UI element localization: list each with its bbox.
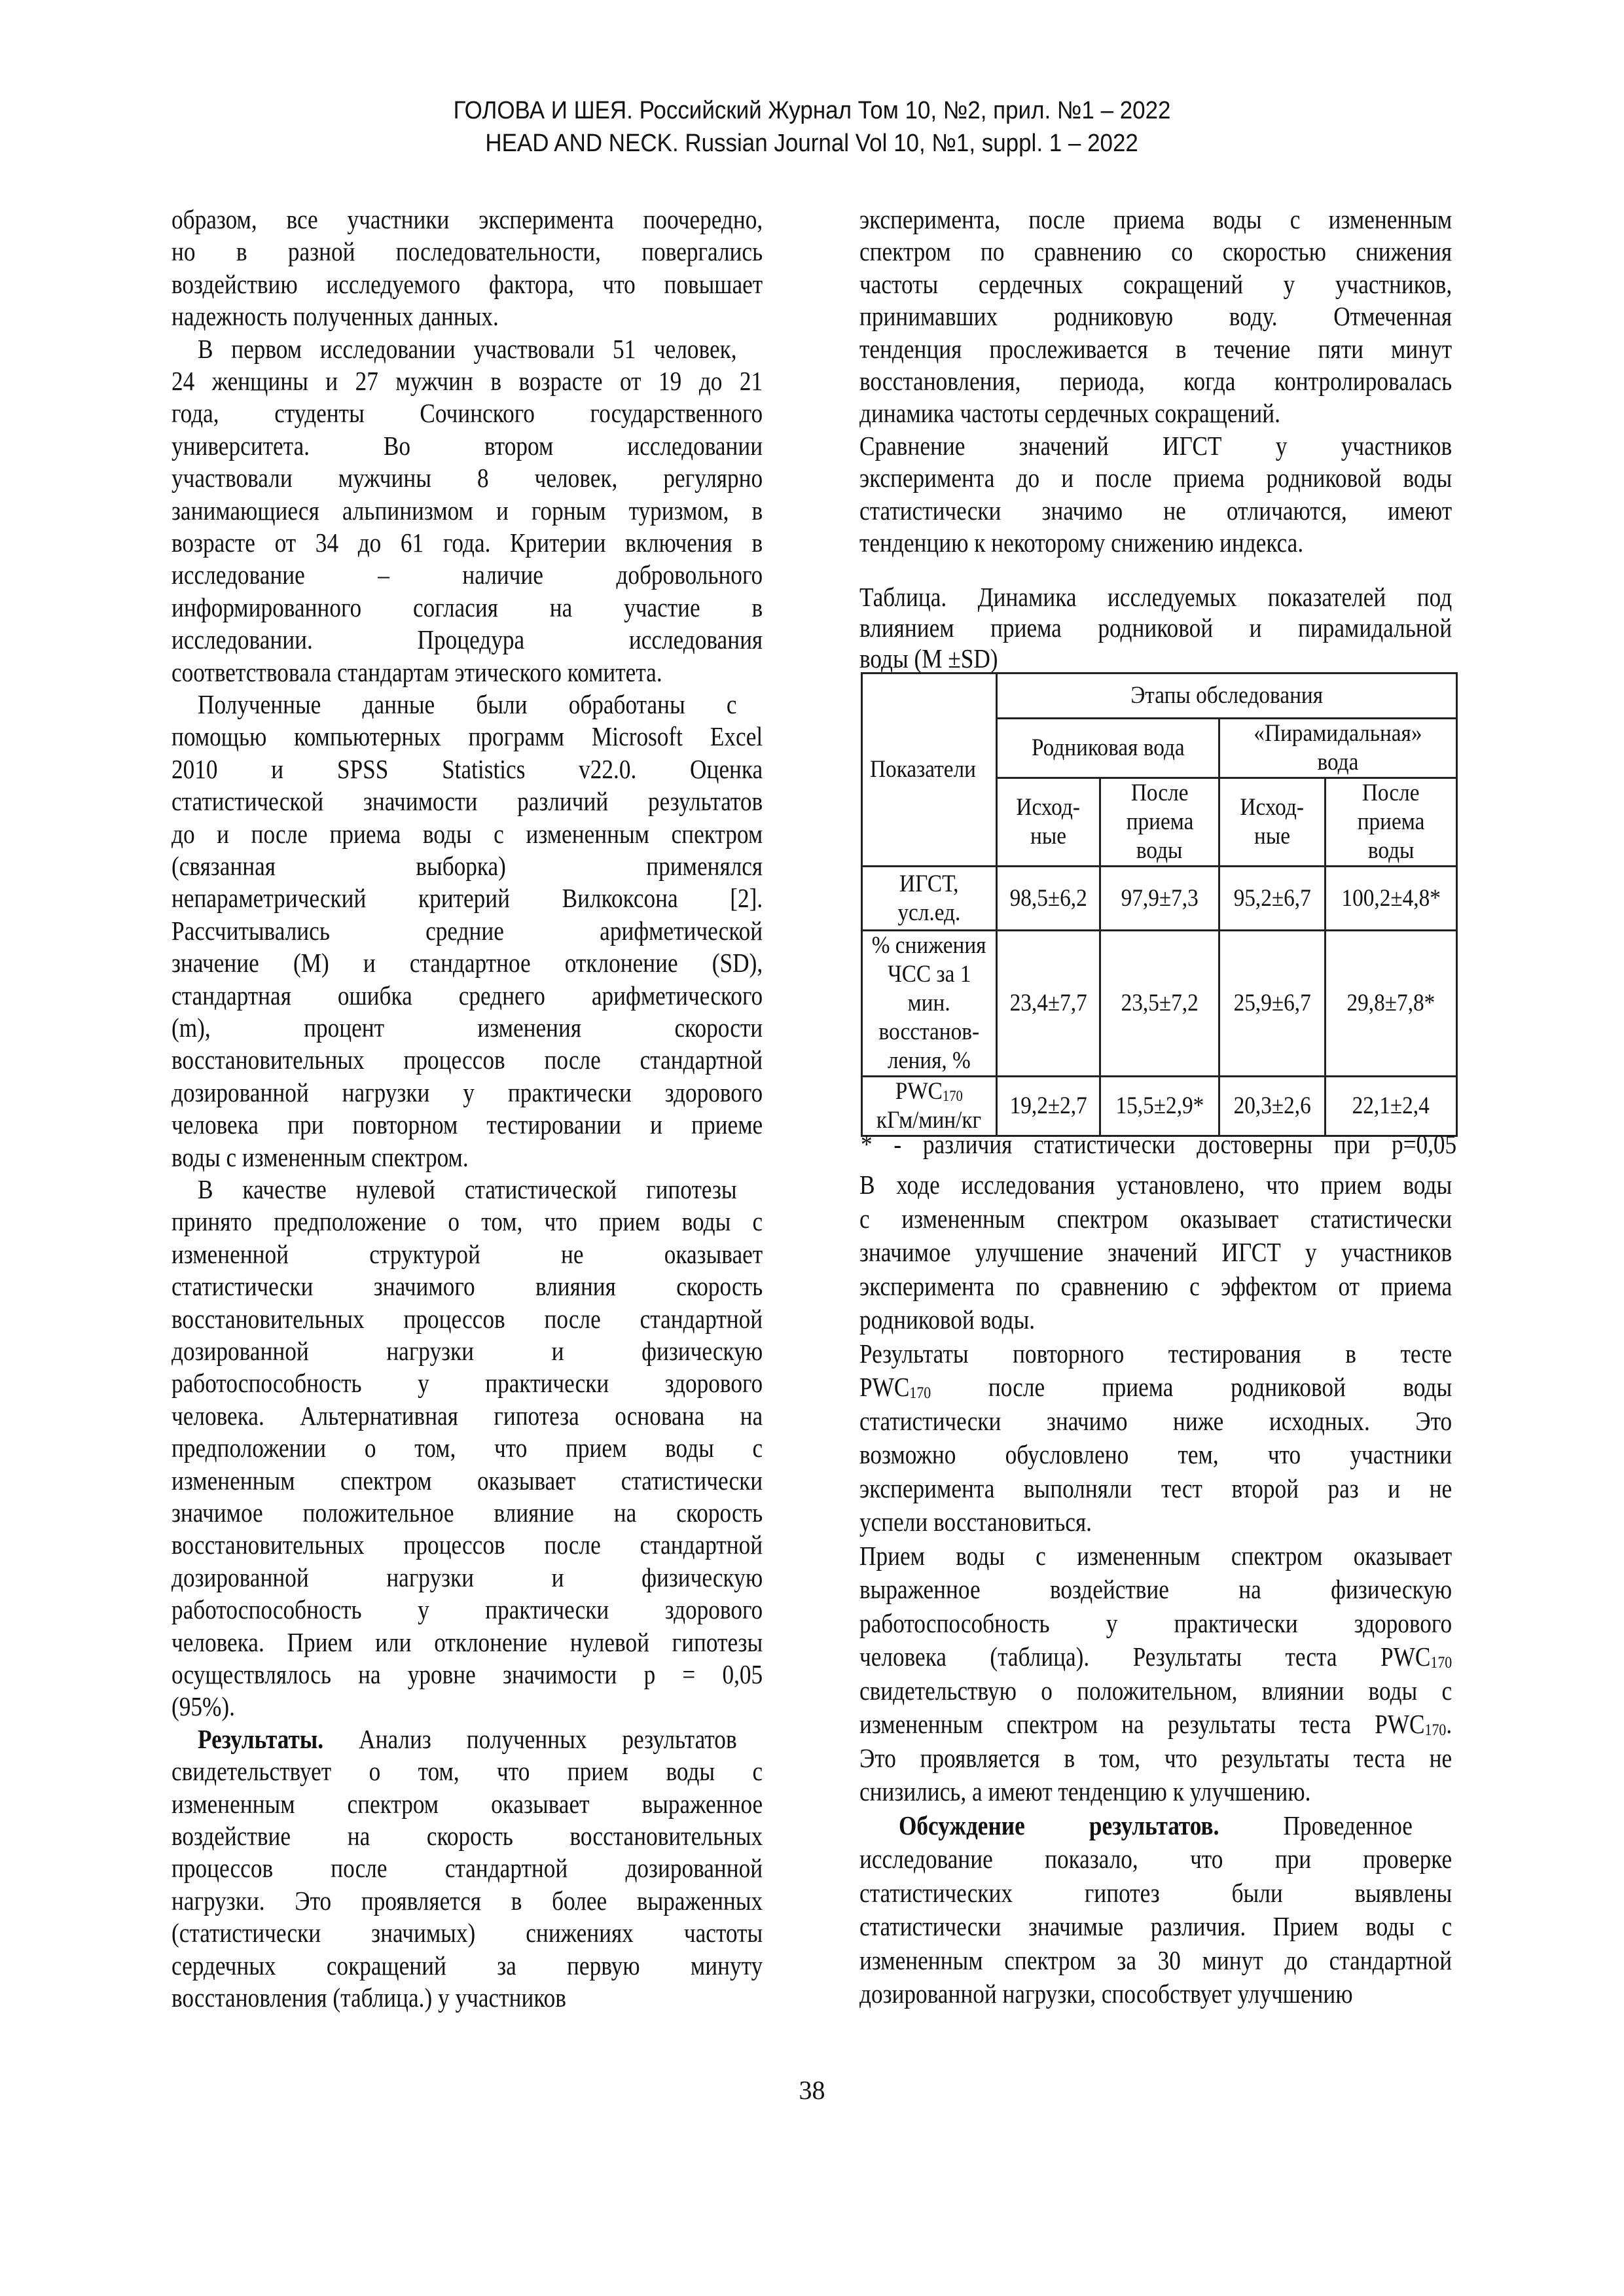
text-line: до и после приема воды с измененным спектром [171, 818, 763, 849]
text-line: исследование показало, что при проверке [859, 1844, 1453, 1874]
table-cell: 97,9±7,3 [1100, 867, 1219, 931]
text-line: $PWC_{170}$ после приема родниковой воды [859, 1372, 1453, 1403]
text-line: дозированной нагрузки, способствует улучшению [859, 1979, 1353, 2009]
text-line: динамика частоты сердечных сокращений. [859, 398, 1280, 429]
text-line: стандартная ошибка среднего арифметического [171, 980, 763, 1011]
text-line: Таблица. Динамика исследуемых показателей под [859, 582, 1453, 612]
text-line: тенденция прослеживается в течение пяти минут [859, 333, 1453, 364]
header-line-ru: ГОЛОВА И ШЕЯ. Российский Журнал Том 10, №2, прил. №1 – 2022 [453, 97, 1171, 124]
text-line: влиянием приема родниковой и пирамидальной [859, 613, 1453, 643]
text-line: 2010 и SPSS Statistics v22.0. Оценка [171, 753, 763, 784]
table-cell: 22,1±2,4 [1325, 1077, 1456, 1136]
discussion-heading: Обсуждение [899, 1810, 1025, 1840]
text-line: статистически значимые различия. Прием воды с [859, 1911, 1453, 1941]
header-indicators: Показатели [862, 673, 997, 867]
table-cell: 29,8±7,8* [1325, 931, 1456, 1077]
right-column-bottom [859, 1168, 1452, 2019]
text-line: тенденцию к некоторому снижению индекса. [859, 528, 1304, 558]
text-line: воздействие на скорость восстановительных [171, 1821, 763, 1851]
table-cell: 20,3±2,6 [1219, 1077, 1325, 1136]
text-line: образом, все участники эксперимента поочередно, [171, 204, 763, 234]
text-line: успели восстановиться. [859, 1507, 1092, 1537]
text-line: свидетельствует о том, что прием воды с [171, 1756, 763, 1787]
text-line: соответствовала стандартам этического комитета. [171, 656, 662, 687]
text-line: родниковой воды. [859, 1304, 1036, 1335]
table-cell: 98,5±6,2 [996, 867, 1100, 931]
header-after-2: После приема воды [1325, 778, 1456, 867]
text-line: надежность полученных данных. [171, 301, 499, 332]
text-line: возрасте от 34 до 61 года. Критерии включения в [171, 528, 763, 558]
text-line: выраженное воздействие на физическую [859, 1574, 1453, 1604]
row-label-igst: ИГСТ, усл.ед. [862, 867, 997, 931]
text-line: помощью компьютерных программ Microsoft Excel [171, 721, 763, 752]
text-line: предположении о том, что прием воды с [171, 1433, 763, 1463]
text-line: Обсуждение результатов. Проведенное [899, 1810, 1413, 1840]
text-line: Прием воды с измененным спектром оказывает [859, 1540, 1453, 1571]
text-line: человека. Альтернативная гипотеза основана на [171, 1400, 763, 1431]
table-row [862, 931, 1457, 1077]
text-line: (95%). [171, 1691, 235, 1722]
text-line: Это проявляется в том, что результаты теста не [859, 1742, 1453, 1773]
journal-header-en [0, 130, 1624, 158]
text-line: В первом исследовании участвовали 51 человек, [198, 333, 737, 364]
header-line-en: HEAD AND NECK. Russian Journal Vol 10, №1, suppl. 1 – 2022 [485, 130, 1139, 157]
text-line: исследование – наличие добровольного [171, 560, 763, 590]
text-line: возможно обусловлено тем, что участники [859, 1439, 1453, 1469]
header-after-1: После приема воды [1100, 778, 1219, 867]
text-line: осуществлялось на уровне значимости p = 0,05 [171, 1659, 763, 1689]
table-footnote: * - различия статистически достоверны при p=0,05 [861, 1129, 1457, 1159]
text-line: свидетельствую о положительном, влиянии воды с [859, 1675, 1453, 1706]
results-table [861, 672, 1458, 1137]
text-line: непараметрический критерий Вилкоксона [2]. [171, 883, 763, 914]
header-baseline-1: Исход- ные [996, 778, 1100, 867]
results-heading: Результаты. [198, 1723, 324, 1754]
table-caption [859, 581, 1452, 679]
text-line: восстановительных процессов после стандартной [171, 1303, 763, 1334]
text-line: принимавших родниковую воду. Отмеченная [859, 301, 1453, 332]
text-line: Результаты повторного тестирования в тесте [859, 1338, 1453, 1369]
text-line: исследовании. Процедура исследования [171, 624, 763, 655]
text-line: В ходе исследования установлено, что прием воды [859, 1170, 1453, 1200]
table-cell: 23,4±7,7 [996, 931, 1100, 1077]
left-column [171, 203, 763, 2036]
table-row [862, 1077, 1457, 1136]
text-line: статистически значимого влияния скорость [171, 1271, 763, 1302]
text-line: измененной структурой не оказывает [171, 1238, 763, 1269]
text-line: 24 женщины и 27 мужчин в возрасте от 19 до 21 [171, 366, 763, 396]
text-line: воздействию исследуемого фактора, что повышает [171, 268, 763, 299]
text-line: Результаты. Анализ полученных результатов [198, 1723, 737, 1754]
text-line: измененным спектром оказывает выраженное [171, 1788, 763, 1819]
text-line: воды с измененным спектром. [171, 1141, 469, 1172]
text-line: (m), процент изменения скорости [171, 1013, 763, 1043]
text-line: измененным спектром за 30 минут до стандартной [859, 1945, 1453, 1975]
text-line: измененным спектром оказывает статистически [171, 1465, 763, 1496]
text-line: спектром по сравнению со скоростью снижения [859, 236, 1453, 267]
text-line: человека (таблица). Результаты теста $PWC_{170}$ [859, 1641, 1453, 1672]
table-cell: 25,9±6,7 [1219, 931, 1325, 1077]
header-baseline-2: Исход- ные [1219, 778, 1325, 867]
text-line: (связанная выборка) применялся [171, 851, 763, 881]
text-line: дозированной нагрузки и физическую [171, 1562, 763, 1592]
text-line: информированного согласия на участие в [171, 592, 763, 622]
text-line: значение (M) и стандартное отклонение (SD), [171, 948, 763, 978]
text-line: с измененным спектром оказывает статистически [859, 1203, 1453, 1234]
text-line: дозированной нагрузки и физическую [171, 1336, 763, 1366]
text-line: восстановительных процессов после стандартной [171, 1530, 763, 1560]
text-line: восстановительных процессов после стандартной [171, 1045, 763, 1075]
text-line: эксперимента, после приема воды с измененным [859, 204, 1453, 234]
text-line: года, студенты Сочинского государственного [171, 398, 763, 429]
right-column-top [859, 203, 1452, 569]
text-line: восстановления (таблица.) у участников [171, 1982, 566, 2013]
text-line: статистической значимости различий результатов [171, 786, 763, 817]
text-line: но в разной последовательности, повергались [171, 236, 763, 267]
text-line: человека. Прием или отклонение нулевой гипотезы [171, 1626, 763, 1657]
header-stages: Этапы обследования [996, 673, 1457, 719]
header-pyramid-water: «Пирамидальная» вода [1219, 719, 1457, 778]
text-line: эксперимента выполняли тест второй раз и не [859, 1473, 1453, 1503]
text-line: дозированной нагрузки у практически здорового [171, 1077, 763, 1107]
text-line: человека при повторном тестировании и приеме [171, 1109, 763, 1140]
text-line: эксперимента по сравнению с эффектом от приема [859, 1270, 1453, 1301]
table-cell: 100,2±4,8* [1325, 867, 1456, 931]
text-line: занимающиеся альпинизмом и горным туризмом, в [171, 495, 763, 526]
text-line: частоты сердечных сокращений у участников, [859, 268, 1453, 299]
row-label-hr-decrease: % снижения ЧСС за 1 мин. восстанов- ления, % [862, 931, 997, 1077]
text-line: значимое положительное влияние на скорость [171, 1498, 763, 1528]
text-line: снизились, а имеют тенденцию к улучшению. [859, 1776, 1311, 1806]
text-line: процессов после стандартной дозированной [171, 1853, 763, 1884]
text-line: восстановления, периода, когда контролировалась [859, 366, 1453, 396]
text-line: статистически значимо ниже исходных. Это [859, 1405, 1453, 1436]
text-line: Полученные данные были обработаны с [198, 689, 737, 719]
table-cell: 19,2±2,7 [996, 1077, 1100, 1136]
row-label-pwc170: $PWC_{170}$ кГм/мин/кг [862, 1077, 997, 1136]
text-line: В качестве нулевой статистической гипотезы [198, 1174, 737, 1204]
text-line: работоспособность у практически здорового [171, 1594, 763, 1625]
table-cell: 23,5±7,2 [1100, 931, 1219, 1077]
text-line: университета. Во втором исследовании [171, 430, 763, 461]
journal-header-ru [0, 97, 1624, 125]
text-line: участвовали мужчины 8 человек, регулярно [171, 463, 763, 493]
text-line: работоспособность у практически здорового [859, 1607, 1453, 1638]
text-line: (статистически значимых) снижениях частоты [171, 1918, 763, 1948]
text-line: работоспособность у практически здорового [171, 1368, 763, 1399]
page-number: 38 [799, 2075, 825, 2105]
text-line: принято предположение о том, что прием воды с [171, 1206, 763, 1237]
header-spring-water: Родниковая вода [996, 719, 1219, 778]
table-row [862, 867, 1457, 931]
text-line: эксперимента до и после приема родниковой воды [859, 463, 1453, 493]
text-line: статистических гипотез были выявлены [859, 1877, 1453, 1908]
text-line: нагрузки. Это проявляется в более выраженных [171, 1885, 763, 1916]
table-cell: 15,5±2,9* [1100, 1077, 1219, 1136]
text-line: Сравнение значений ИГСТ у участников [859, 430, 1453, 461]
text-line: значимое улучшение значений ИГСТ у участников [859, 1237, 1453, 1267]
text-line: статистически значимо не отличаются, имеют [859, 495, 1453, 526]
text-line: измененным спектром на результаты теста $PWC_{170}$. [859, 1709, 1453, 1740]
table-cell: 95,2±6,7 [1219, 867, 1325, 931]
text-line: воды (M ±SD) [859, 643, 998, 673]
text-line: Рассчитывались средние арифметической [171, 915, 763, 946]
text-line: сердечных сокращений за первую минуту [171, 1950, 763, 1981]
